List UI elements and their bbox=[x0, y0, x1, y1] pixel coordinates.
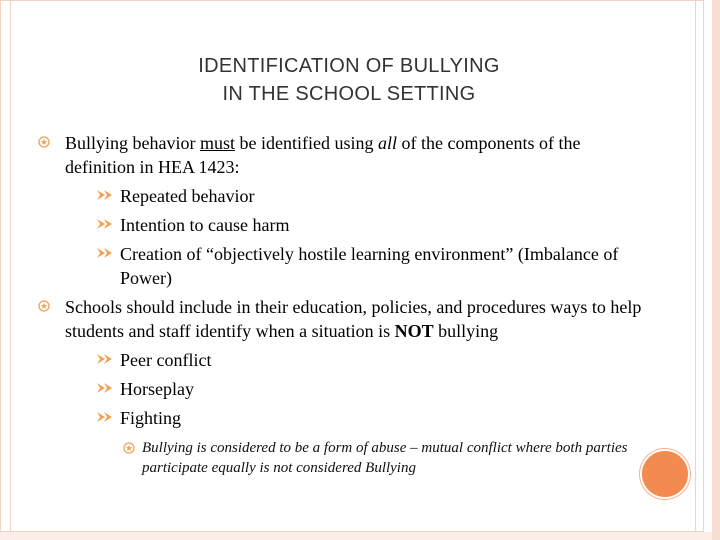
bullet-identification-text-pre: Bullying behavior bbox=[65, 133, 200, 153]
bullet-identification-text-post: of the components of the definition in HEA 1423: bbox=[65, 133, 581, 177]
subitem-fighting bbox=[65, 406, 648, 430]
subitem-label: Fighting bbox=[120, 408, 182, 428]
all-italic: all bbox=[377, 133, 397, 153]
subitem-peer-conflict bbox=[65, 348, 648, 372]
bullet-not-bullying bbox=[38, 295, 648, 478]
circle-star-bullet-icon bbox=[123, 442, 135, 454]
arrow-bullet-icon bbox=[96, 189, 114, 201]
title-line-1: IDENTIFICATION OF BULLYING bbox=[198, 55, 500, 77]
arrow-bullet-icon bbox=[96, 382, 114, 394]
arrow-bullet-icon bbox=[96, 411, 114, 423]
slide-title bbox=[150, 52, 548, 108]
subitem-horseplay bbox=[65, 377, 648, 401]
circle-star-bullet-icon bbox=[38, 300, 50, 312]
subitem-intention-to-harm bbox=[65, 213, 648, 237]
subitem-label: Intention to cause harm bbox=[120, 215, 290, 235]
bullet-identification-text-mid: be identified using bbox=[235, 133, 378, 153]
must-underlined: must bbox=[199, 133, 235, 153]
not-bold: NOT bbox=[394, 321, 434, 341]
note-abuse-definition bbox=[65, 438, 648, 478]
orange-circle-icon bbox=[640, 449, 690, 499]
subitem-label: Horseplay bbox=[120, 379, 194, 399]
circle-star-bullet-icon bbox=[38, 136, 50, 148]
subitem-label: Peer conflict bbox=[120, 350, 212, 370]
subitem-label: Creation of “objectively hostile learning environment” (Imbalance of Power) bbox=[120, 244, 619, 288]
subitem-repeated-behavior bbox=[65, 184, 648, 208]
arrow-bullet-icon bbox=[96, 353, 114, 365]
arrow-bullet-icon bbox=[96, 218, 114, 230]
title-line-2: IN THE SCHOOL SETTING bbox=[222, 83, 476, 105]
subitem-hostile-environment bbox=[65, 242, 648, 290]
slide-content bbox=[38, 131, 648, 483]
bullet-not-bullying-text-pre: Schools should include in their education, policies, and procedures ways to help students and staff identify when a situation is bbox=[65, 297, 642, 341]
arrow-bullet-icon bbox=[96, 247, 114, 259]
right-decorative-band bbox=[712, 0, 720, 540]
bullet-not-bullying-text-post: bullying bbox=[433, 321, 499, 341]
bullet-identification bbox=[38, 131, 648, 290]
note-text: Bullying is considered to be a form of abuse – mutual conflict where both parties participate equally is not considered Bullying bbox=[142, 440, 628, 476]
bottom-decorative-band bbox=[0, 532, 712, 540]
subitem-label: Repeated behavior bbox=[120, 186, 255, 206]
